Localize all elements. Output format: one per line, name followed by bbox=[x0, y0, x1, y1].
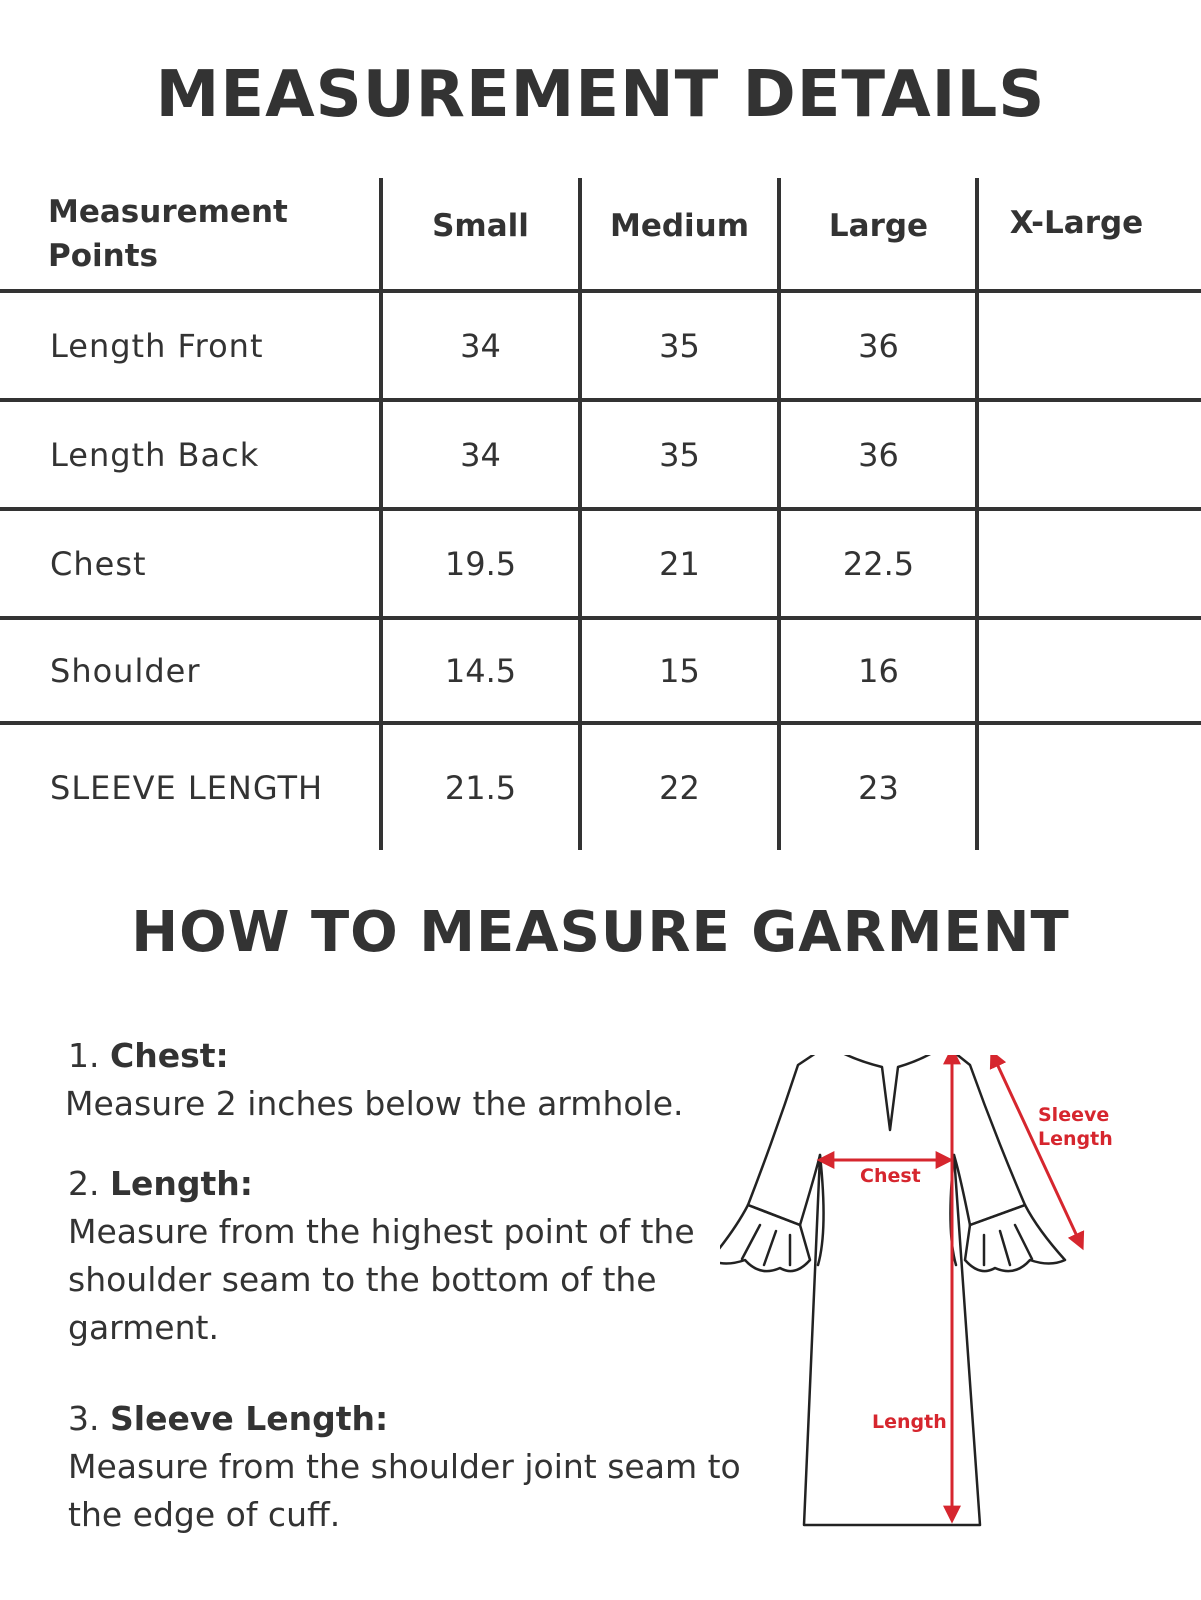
instruction-heading: Length: bbox=[110, 1164, 253, 1203]
table-cell: 35 bbox=[659, 326, 700, 365]
table-cell: 34 bbox=[460, 326, 501, 365]
sleeve-label-line2: Length bbox=[1038, 1128, 1113, 1150]
header-measurement-points: Measurement Points bbox=[48, 193, 288, 274]
instruction-length bbox=[68, 1160, 708, 1352]
garment-diagram bbox=[720, 1055, 1190, 1590]
table-cell: 36 bbox=[858, 326, 899, 365]
instruction-heading: Sleeve Length: bbox=[110, 1399, 389, 1438]
table-cell: 36 bbox=[858, 435, 899, 474]
table-cell: 15 bbox=[659, 651, 700, 690]
measurement-table bbox=[0, 178, 1201, 850]
sleeve-length-arrow bbox=[992, 1055, 1082, 1247]
table-cell bbox=[979, 402, 1174, 507]
sleeve-label-line1: Sleeve bbox=[1038, 1104, 1110, 1126]
table-cell bbox=[979, 725, 1174, 850]
table-cell bbox=[979, 620, 1174, 721]
table-cell: 14.5 bbox=[444, 651, 517, 690]
table-cell bbox=[979, 293, 1174, 398]
instruction-text: Measure from the highest point of the shoulder seam to the bottom of the garment. bbox=[68, 1212, 695, 1347]
table-cell: 23 bbox=[858, 768, 899, 807]
header-large: Large bbox=[828, 208, 929, 244]
table-cell: 35 bbox=[659, 435, 700, 474]
instruction-number: 3. bbox=[68, 1399, 100, 1438]
row-label-shoulder: Shoulder bbox=[50, 651, 201, 690]
chest-label: Chest bbox=[860, 1165, 921, 1187]
instruction-text: Measure from the shoulder joint seam to the edge of cuff. bbox=[68, 1447, 741, 1534]
measurement-details-title: MEASUREMENT DETAILS bbox=[155, 58, 1046, 132]
table-cell: 21.5 bbox=[444, 768, 517, 807]
row-label-sleeve-length: SLEEVE LENGTH bbox=[50, 768, 324, 807]
instruction-number: 2. bbox=[68, 1164, 100, 1203]
dress-outline bbox=[720, 1055, 1065, 1525]
header-x-large: X-Large bbox=[1009, 205, 1144, 241]
table-cell bbox=[979, 511, 1174, 616]
table-cell: 34 bbox=[460, 435, 501, 474]
length-label: Length bbox=[872, 1411, 947, 1433]
table-cell: 16 bbox=[858, 651, 899, 690]
how-to-measure-title: HOW TO MEASURE GARMENT bbox=[131, 900, 1070, 965]
instruction-number: 1. bbox=[68, 1036, 100, 1075]
row-label-length-front: Length Front bbox=[50, 326, 264, 365]
row-label-length-back: Length Back bbox=[50, 435, 260, 474]
table-cell: 19.5 bbox=[444, 544, 517, 583]
instruction-heading: Chest: bbox=[110, 1036, 229, 1075]
instruction-chest bbox=[65, 1032, 768, 1128]
header-medium: Medium bbox=[609, 208, 750, 244]
table-cell: 21 bbox=[659, 544, 700, 583]
instruction-sleeve-length bbox=[68, 1395, 748, 1539]
table-cell: 22 bbox=[659, 768, 700, 807]
table-cell: 22.5 bbox=[842, 544, 915, 583]
instruction-text: Measure 2 inches below the armhole. bbox=[65, 1084, 684, 1123]
row-label-chest: Chest bbox=[50, 544, 147, 583]
header-small: Small bbox=[432, 208, 529, 244]
